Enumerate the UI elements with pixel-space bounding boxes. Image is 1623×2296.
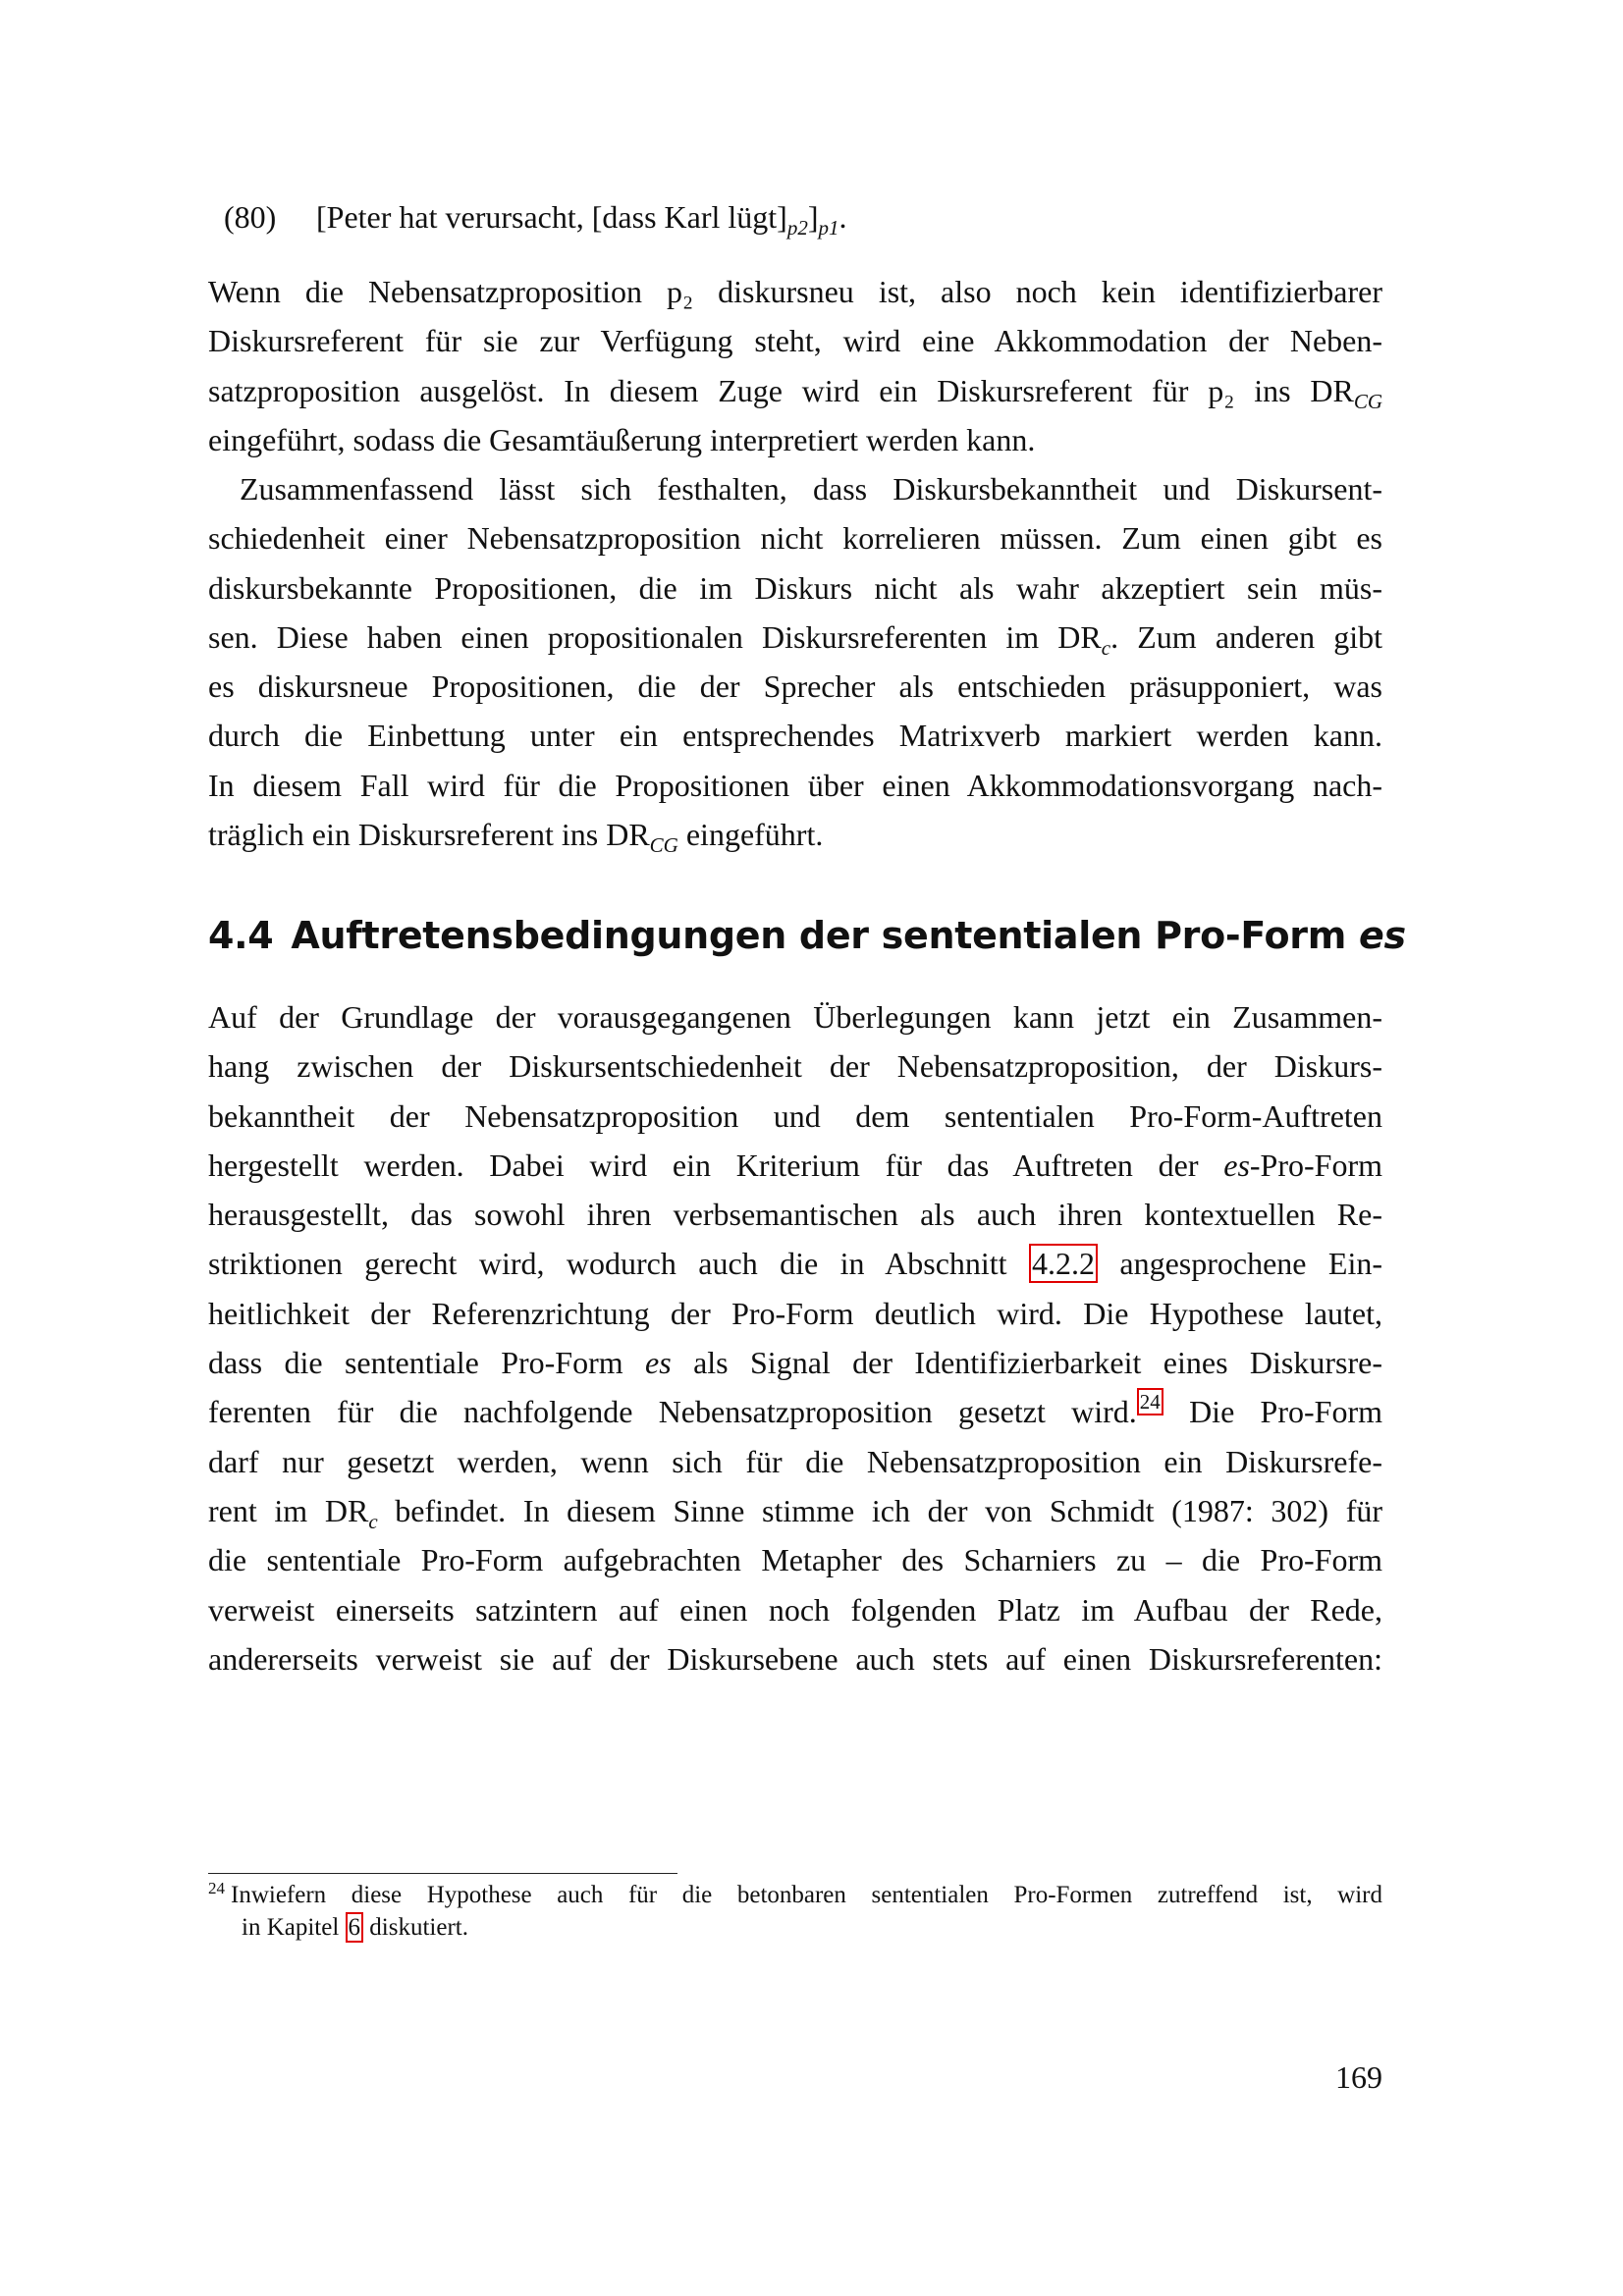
footnote-rule — [208, 1873, 677, 1874]
page-number: 169 — [1335, 2059, 1382, 2095]
section-link-4-2-2[interactable]: 4.2.2 — [1029, 1244, 1098, 1283]
footnote-link-24[interactable]: 24 — [1137, 1388, 1163, 1415]
section-heading — [208, 911, 1406, 960]
example-number: (80) — [224, 199, 277, 235]
section-title-es: es — [1358, 914, 1406, 957]
paragraph-1: Wenn die Nebensatzproposition p₂ diskursneu ist, also noch kein identifizierbarer Diskursreferent für sie zur Verfügung steht, wird eine Akkommodation der Neben- satzproposition ausgelöst. In diesem Zuge wird ein Diskursreferent für p₂ ins $DR_{CG}$ eingeführt, sodass die Gesamtäußerung interpretiert werden kann. — [208, 274, 1382, 457]
example-80 — [224, 192, 846, 241]
section-title: Auftretensbedingungen der sententialen Pro-Form — [291, 914, 1347, 957]
footnote-mark: 24 — [208, 1879, 225, 1897]
section-number: 4.4 — [208, 914, 274, 957]
footnote-24: $^{24}$ Inwiefern diese Hypothese auch für die betonbaren sententialen Pro-Formen zutreffend ist, wird in Kapitel 6 diskutiert. — [208, 1879, 1382, 1941]
paragraph-2: Zusammenfassend lässt sich festhalten, dass Diskursbekanntheit und Diskursent- schiedenheit einer Nebensatzproposition nicht korrelieren müssen. Zum einen gibt es diskursbekannte Propositionen, die im Diskurs nicht als wahr akzeptiert sein müs- sen. Diese haben einen propositionalen Diskursreferenten im $DR_c$. Zum anderen gibt es diskursneue Propositionen, die der Sprecher als entschieden präsupponiert, was durch die Einbettung unter ein entsprechendes Matrixverb markiert werden kann. In diesem Fall wird für die Propositionen über einen Akkommodationsvorgang nach- träglich ein Diskursreferent ins $DR_{CG}$ eingeführt. — [208, 471, 1383, 858]
page — [208, 0, 1406, 2296]
example-text: [Peter hat verursacht, [dass Karl $lügt]_{p2}]_{p1}$. — [316, 199, 847, 240]
paragraph-3: Auf der Grundlage der vorausgegangenen Überlegungen kann jetzt ein Zusammen- hang zwischen der Diskursentschiedenheit der Nebensatzproposition, der Diskurs- bekanntheit der Nebensatzproposition und dem sententialen Pro-Form-Auftreten hergestellt werden. Dabei wird ein Kriterium für das Auftreten der es-Pro-Form herausgestellt, das sowohl ihren verbsemantischen als auch ihren kontextuellen Re- striktionen gerecht wird, wodurch auch die in Abschnitt 4.2.2 angesprochene Ein- heitlichkeit der Referenzrichtung der Pro-Form deutlich wird. Die Hypothese lautet, dass die sententiale Pro-Form es als Signal der Identifizierbarkeit eines Diskursre- ferenten für die nachfolgende Nebensatzproposition gesetzt wird. $^{24}$ Die Pro-Form darf nur gesetzt werden, wenn sich für die Nebensatzproposition ein Diskursrefe- rent im $DR_c$ befindet. In diesem Sinne stimme ich der von Schmidt (1987: 302) für die sententiale Pro-Form aufgebrachten Metapher des Scharniers zu – die Pro-Form verweist einerseits satzintern auf einen noch folgenden Platz im Aufbau der Rede, andererseits verweist sie auf der Diskursebene auch stets auf einen Diskursreferenten: — [208, 999, 1383, 1677]
chapter-link-6[interactable]: 6 — [346, 1912, 364, 1943]
